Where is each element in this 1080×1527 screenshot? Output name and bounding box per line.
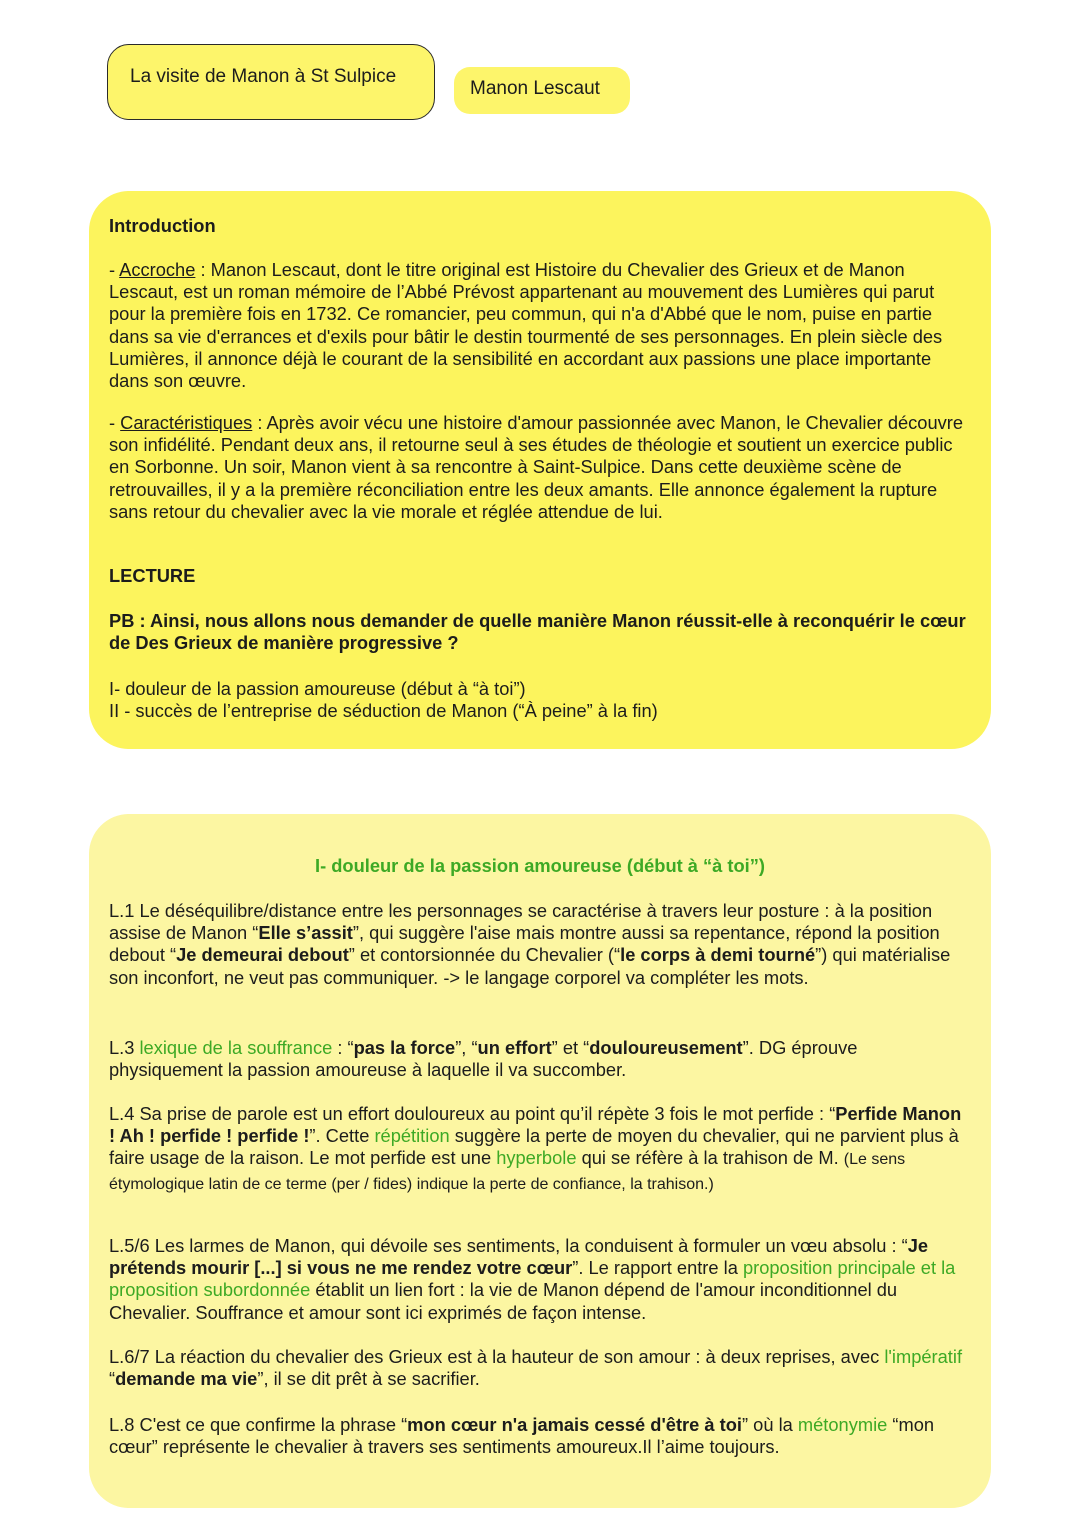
- caracteristiques-paragraph: - Caractéristiques : Après avoir vécu une histoire d'amour passionnée avec Manon, le Chevalier découvre son infidélité. Pendant deux ans, il retourne seul à ses études de théologie et soutient un exercice public en Sorbonne. Un soir, Manon vient à sa rencontre à Saint-Sulpice. Dans cette deuxième scène de retrouvailles, il y a la première réconciliation entre les deux amants. Elle annonce également la rupture sans retour du chevalier avec la vie morale et réglée attendue de lui.: [109, 412, 964, 522]
- analysis-paragraph-l4: L.4 Sa prise de parole est un effort douloureux au point qu’il répète 3 fois le mot perfide : “Perfide Manon ! Ah ! perfide ! perfide !”. Cette répétition suggère la perte de moyen du chevalier, qui ne parvient plus à faire usage de la raison. Le mot perfide est une hyperbole qui se réfère à la trahison de M. (Le sens étymologique latin de ce terme (per / fides) indique la perte de confiance, la trahison.): [109, 1103, 962, 1193]
- analysis-paragraph-l8: L.8 C'est ce que confirme la phrase “mon cœur n'a jamais cessé d'être à toi” où la métonymie “mon cœur” représente le chevalier à travers ses sentiments amoureux.Il l’aime toujours.: [109, 1414, 935, 1458]
- book-title-tag: [454, 67, 630, 114]
- analysis-paragraph-l3: L.3 lexique de la souffrance : “pas la force”, “un effort” et “douloureusement”. DG éprouve physiquement la passion amoureuse à laquelle il va succomber.: [109, 1037, 858, 1081]
- analysis-paragraph-l6-7: L.6/7 La réaction du chevalier des Grieux est à la hauteur de son amour : à deux reprises, avec l'impératif “demande ma vie”, il se dit prêt à se sacrifier.: [109, 1346, 963, 1390]
- problematique: PB : Ainsi, nous allons nous demander de quelle manière Manon réussit-elle à reconquérir le cœur de Des Grieux de manière progressive ?: [109, 610, 966, 654]
- caracteristiques-label: Caractéristiques: [120, 412, 253, 433]
- topic-title: La visite de Manon à St Sulpice: [130, 66, 397, 87]
- introduction-card: [89, 191, 991, 749]
- analysis-paragraph-l5-6: L.5/6 Les larmes de Manon, qui dévoile ses sentiments, la conduisent à formuler un vœu absolu : “Je prétends mourir [...] si vous ne me rendez votre cœur”. Le rapport entre la proposition principale et la proposition subordonnée établit un lien fort : la vie de Manon dépend de l'amour inconditionnel du Chevalier. Souffrance et amour sont ici exprimés de façon intense.: [109, 1235, 956, 1323]
- accroche-paragraph: - Accroche : Manon Lescaut, dont le titre original est Histoire du Chevalier des Grieux et de Manon Lescaut, est un roman mémoire de l’Abbé Prévost appartenant au mouvement des Lumières qui parut pour la première fois en 1732. Ce romancier, peu commun, qui n'a d'Abbé que le nom, puise en partie dans sa vie d'errances et d'exils pour bâtir le destin tourmenté de ses personnages. En plein siècle des Lumières, il annonce déjà le courant de la sensibilité en accordant aux passions une place importante dans son œuvre.: [109, 259, 943, 392]
- introduction-heading: Introduction: [109, 215, 216, 236]
- part-one-heading: I- douleur de la passion amoureuse (début à “à toi”): [315, 855, 765, 876]
- plan-item-1: I- douleur de la passion amoureuse (début à “à toi”): [109, 678, 526, 699]
- lecture-heading: LECTURE: [109, 565, 196, 586]
- topic-title-tag: [107, 44, 435, 120]
- etymology-note: (Le sens étymologique latin de ce terme (per / fides) indique la perte de confiance, la trahison.): [109, 1151, 906, 1193]
- accroche-label: Accroche: [119, 259, 196, 280]
- analysis-paragraph-l1: L.1 Le déséquilibre/distance entre les personnages se caractérise à travers leur posture : à la position assise de Manon “Elle s’assit”, qui suggère l'aise mais montre aussi sa repentance, répond la position debout “Je demeurai debout” et contorsionnée du Chevalier (“le corps à demi tourné”) qui matérialise son inconfort, ne veut pas communiquer. -> le langage corporel va compléter les mots.: [109, 900, 951, 988]
- book-title: Manon Lescaut: [470, 78, 600, 99]
- plan-item-2: II - succès de l’entreprise de séduction de Manon (“À peine” à la fin): [109, 700, 658, 721]
- part-one-card: [89, 814, 991, 1508]
